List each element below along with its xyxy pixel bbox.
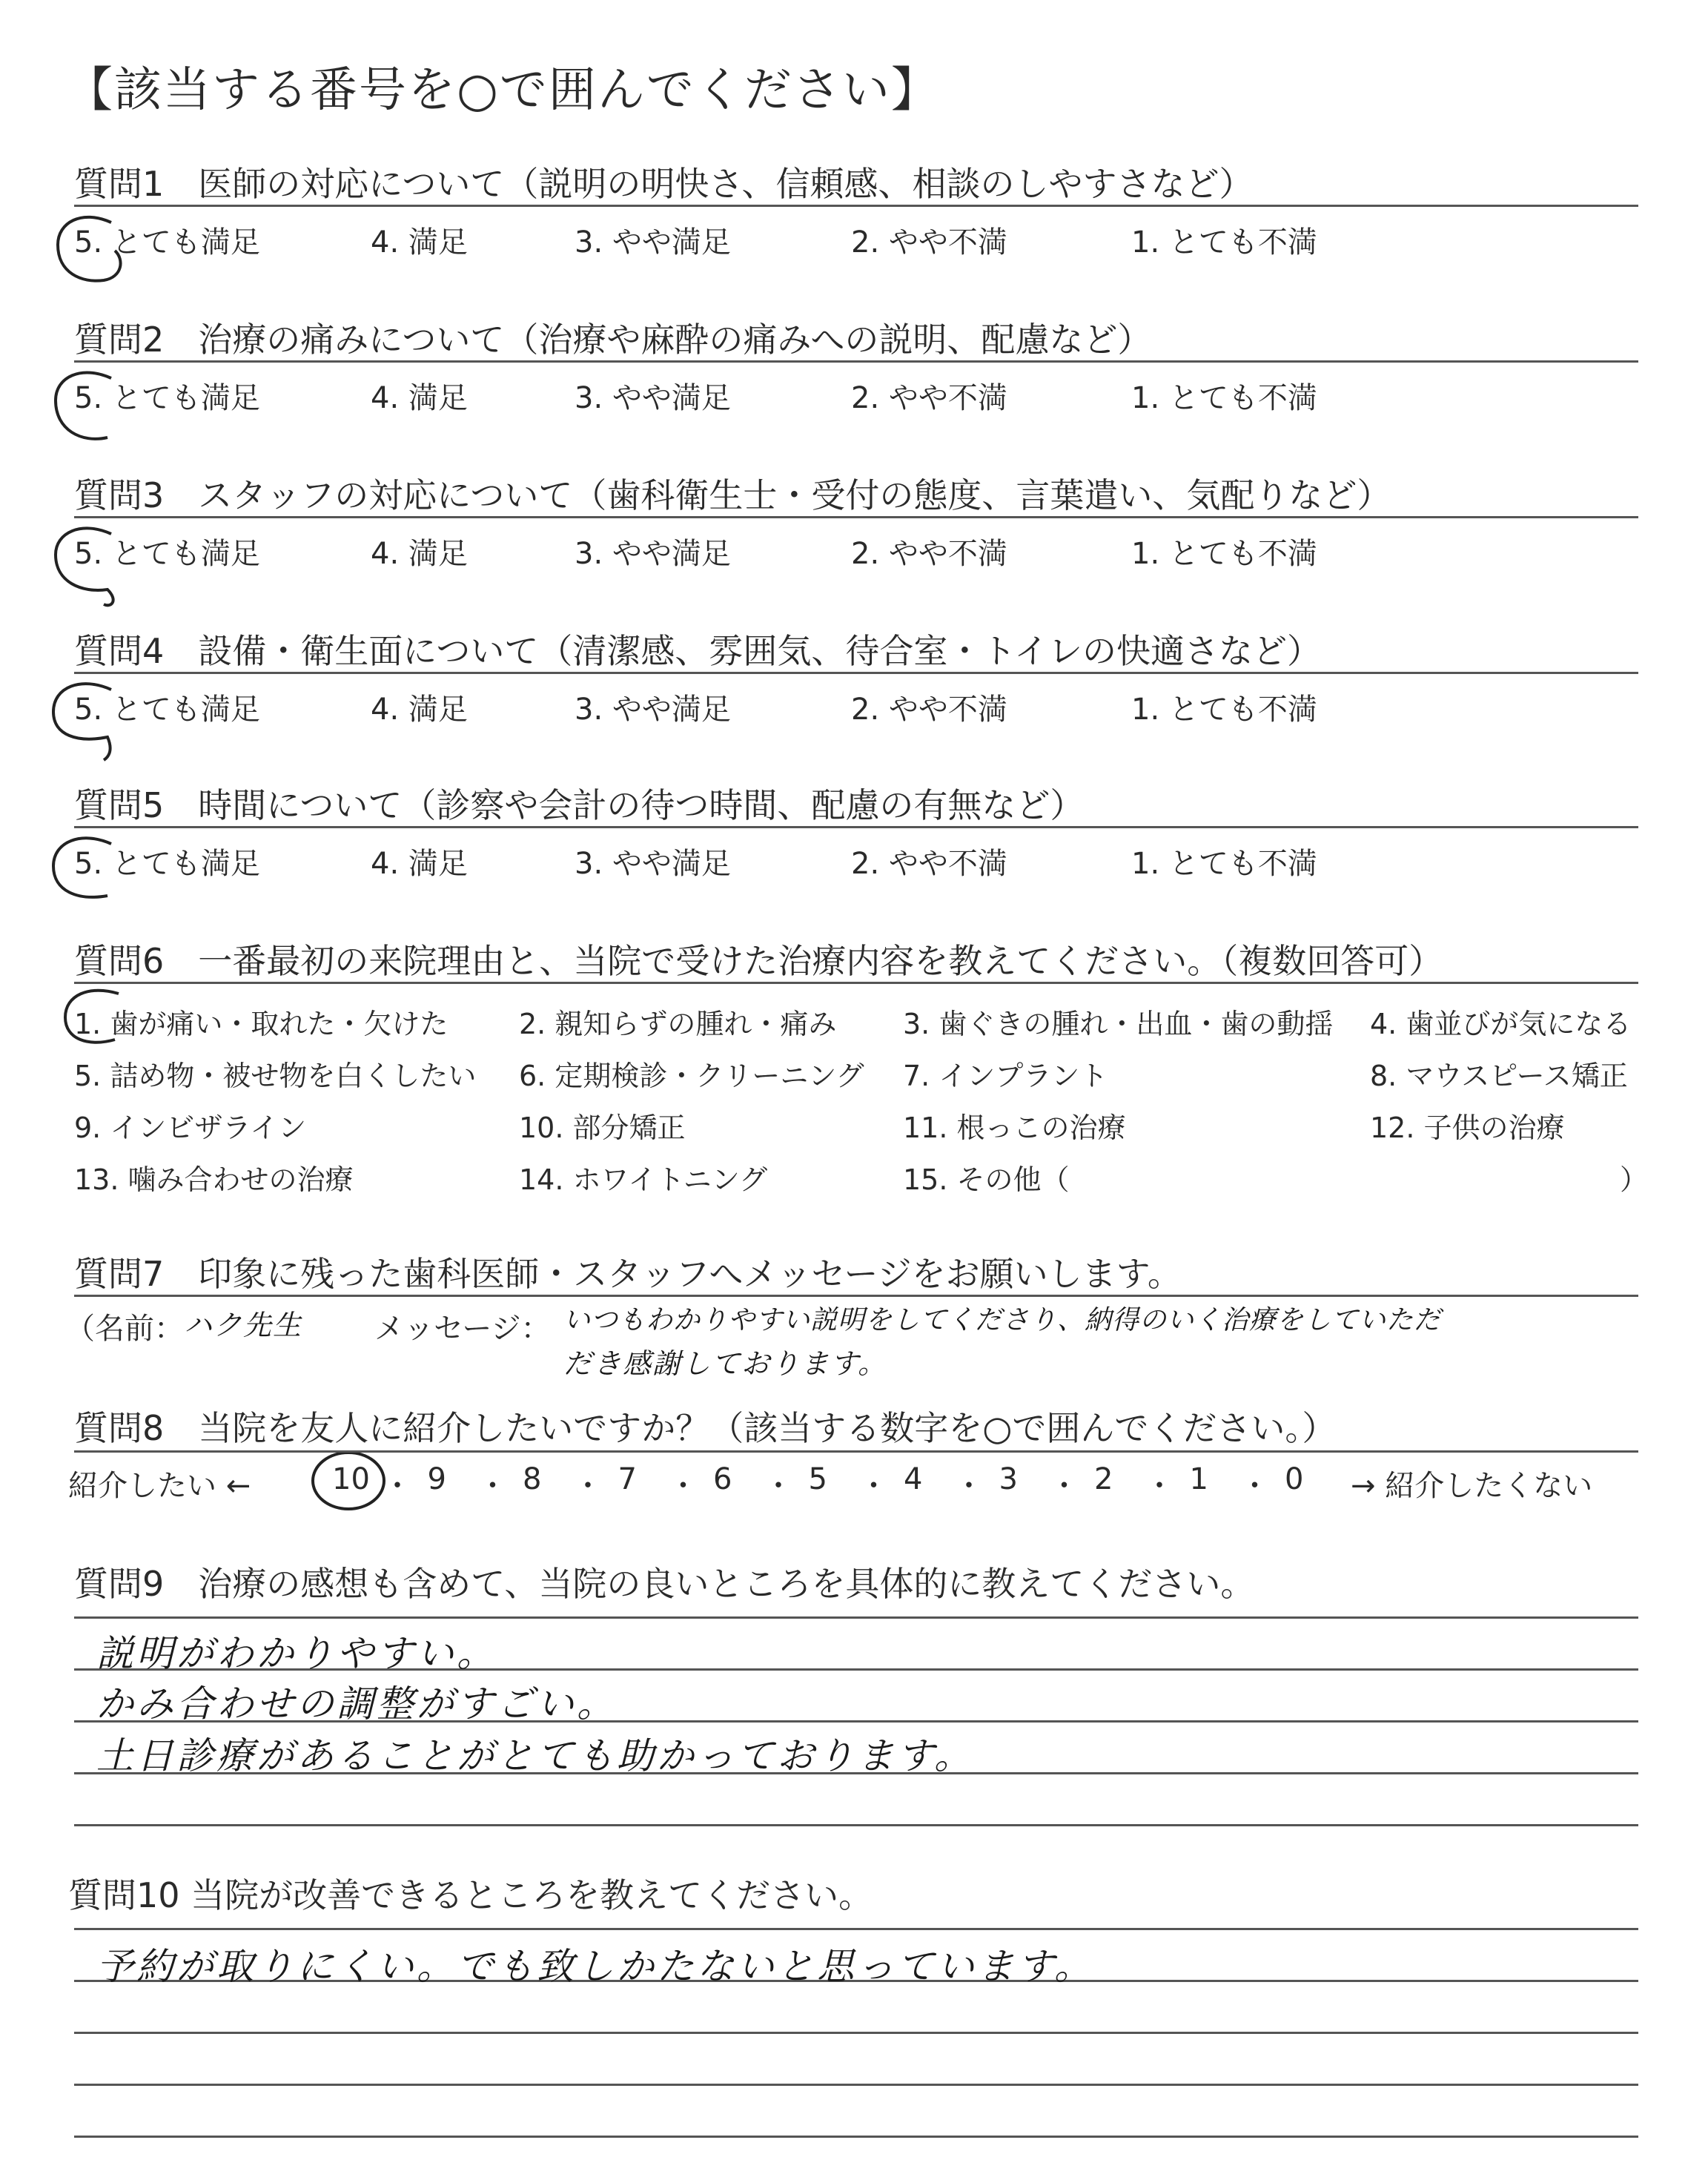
reason-option[interactable]: 7. インプラント bbox=[903, 1060, 1108, 1092]
scale-value-7[interactable]: 7 bbox=[618, 1462, 637, 1496]
option-4[interactable]: 4. 満足 bbox=[371, 537, 468, 571]
recommend-right-label: → 紹介したくない bbox=[1351, 1469, 1593, 1503]
answer-line[interactable]: 土日診療があることがとても助かっております。 bbox=[96, 1734, 974, 1777]
question-title: 質問5 時間について（診察や会計の待つ時間、配慮の有無など） bbox=[74, 785, 1085, 825]
scale-value-8[interactable]: 8 bbox=[523, 1462, 542, 1496]
option-5[interactable]: 5. とても満足 bbox=[74, 693, 260, 727]
option-1[interactable]: 1. とても不満 bbox=[1131, 847, 1317, 881]
scale-separator: ・ bbox=[1239, 1469, 1270, 1503]
option-2[interactable]: 2. やや不満 bbox=[851, 225, 1007, 260]
option-3[interactable]: 3. やや満足 bbox=[575, 847, 731, 881]
scale-value-2[interactable]: 2 bbox=[1094, 1462, 1113, 1496]
option-5[interactable]: 5. とても満足 bbox=[74, 847, 260, 881]
scale-value-4[interactable]: 4 bbox=[904, 1462, 923, 1496]
scale-value-3[interactable]: 3 bbox=[999, 1462, 1018, 1496]
reason-option[interactable]: 4. 歯並びが気になる bbox=[1370, 1008, 1632, 1040]
reason-option[interactable]: 9. インビザライン bbox=[74, 1112, 307, 1144]
message-label: メッセージ： bbox=[374, 1312, 551, 1346]
question-title: 質問4 設備・衛生面について（清潔感、雰囲気、待合室・トイレの快適さなど） bbox=[74, 631, 1322, 671]
question-title: 質問3 スタッフの対応について（歯科衛生士・受付の態度、言葉遣い、気配りなど） bbox=[74, 475, 1391, 515]
option-1[interactable]: 1. とても不満 bbox=[1131, 537, 1317, 571]
scale-value-9[interactable]: 9 bbox=[427, 1462, 446, 1496]
option-1[interactable]: 1. とても不満 bbox=[1131, 381, 1317, 415]
reason-option[interactable]: 11. 根っこの治療 bbox=[903, 1112, 1126, 1144]
answer-line[interactable]: かみ合わせの調整がすごい。 bbox=[96, 1682, 617, 1725]
option-4[interactable]: 4. 満足 bbox=[371, 381, 468, 415]
option-4[interactable]: 4. 満足 bbox=[371, 693, 468, 727]
name-label: （名前： bbox=[65, 1312, 184, 1346]
scale-value-10[interactable]: 10 bbox=[332, 1462, 370, 1496]
selection-circle-q5 bbox=[53, 838, 111, 897]
option-5[interactable]: 5. とても満足 bbox=[74, 225, 260, 260]
scale-separator: ・ bbox=[1049, 1469, 1079, 1503]
answer-line[interactable]: 説明がわかりやすい。 bbox=[96, 1632, 497, 1675]
reason-option[interactable]: 8. マウスピース矯正 bbox=[1370, 1060, 1628, 1092]
reason-option[interactable]: 5. 詰め物・被せ物を白くしたい bbox=[74, 1060, 477, 1092]
selection-circle-q3 bbox=[56, 528, 113, 605]
option-2[interactable]: 2. やや不満 bbox=[851, 537, 1007, 571]
reason-option[interactable]: 1. 歯が痛い・取れた・欠けた bbox=[74, 1008, 448, 1040]
option-4[interactable]: 4. 満足 bbox=[371, 225, 468, 260]
selection-circle-q2 bbox=[56, 372, 111, 438]
reason-option[interactable]: 13. 噛み合わせの治療 bbox=[74, 1163, 354, 1196]
reason-option[interactable]: 14. ホワイトニング bbox=[519, 1163, 768, 1196]
question-title: 質問2 治療の痛みについて（治療や麻酔の痛みへの説明、配慮など） bbox=[74, 320, 1152, 360]
scale-separator: ・ bbox=[477, 1469, 508, 1503]
option-2[interactable]: 2. やや不満 bbox=[851, 847, 1007, 881]
option-1[interactable]: 1. とても不満 bbox=[1131, 693, 1317, 727]
scale-separator: ・ bbox=[764, 1469, 793, 1503]
message-text[interactable]: いつもわかりやすい説明をしてくださり、納得のいく治療をしていただ bbox=[563, 1305, 1442, 1335]
reason-other-close: ） bbox=[1620, 1163, 1649, 1196]
message-text[interactable]: だき感謝しております。 bbox=[563, 1347, 887, 1380]
option-2[interactable]: 2. やや不満 bbox=[851, 381, 1007, 415]
scale-separator: ・ bbox=[668, 1469, 698, 1503]
option-3[interactable]: 3. やや満足 bbox=[575, 381, 731, 415]
option-4[interactable]: 4. 満足 bbox=[371, 847, 468, 881]
answer-line[interactable]: 予約が取りにくい。でも致しかたないと思っています。 bbox=[96, 1945, 1094, 1988]
option-3[interactable]: 3. やや満足 bbox=[575, 537, 731, 571]
question-title: 質問10 当院が改善できるところを教えてください。 bbox=[68, 1875, 873, 1915]
reason-option-other[interactable]: 15. その他（ bbox=[903, 1163, 1070, 1196]
question-title: 質問7 印象に残った歯科医師・スタッフへメッセージをお願いします。 bbox=[74, 1254, 1182, 1294]
option-1[interactable]: 1. とても不満 bbox=[1131, 225, 1317, 260]
scale-separator: ・ bbox=[1145, 1469, 1174, 1503]
scale-value-6[interactable]: 6 bbox=[713, 1462, 732, 1496]
option-5[interactable]: 5. とても満足 bbox=[74, 381, 260, 415]
scale-value-0[interactable]: 0 bbox=[1285, 1462, 1304, 1496]
option-3[interactable]: 3. やや満足 bbox=[575, 225, 731, 260]
reason-option[interactable]: 12. 子供の治療 bbox=[1370, 1112, 1565, 1144]
scale-separator: ・ bbox=[573, 1469, 603, 1503]
question-title: 質問8 当院を友人に紹介したいですか？（該当する数字を○で囲んでください。） bbox=[74, 1408, 1337, 1448]
option-2[interactable]: 2. やや不満 bbox=[851, 693, 1007, 727]
selection-circle-q1 bbox=[58, 217, 121, 281]
scale-value-1[interactable]: 1 bbox=[1189, 1462, 1208, 1496]
option-5[interactable]: 5. とても満足 bbox=[74, 537, 260, 571]
scale-value-5[interactable]: 5 bbox=[808, 1462, 827, 1496]
recommend-left-label: 紹介したい ← bbox=[68, 1469, 251, 1503]
scale-separator: ・ bbox=[954, 1469, 984, 1503]
name-value[interactable]: ハク先生 bbox=[184, 1309, 303, 1341]
reason-option[interactable]: 6. 定期検診・クリーニング bbox=[519, 1060, 864, 1092]
question-title: 質問9 治療の感想も含めて、当院の良いところを具体的に教えてください。 bbox=[74, 1564, 1255, 1604]
scale-separator: ・ bbox=[858, 1469, 889, 1503]
option-3[interactable]: 3. やや満足 bbox=[575, 693, 731, 727]
scale-separator: ・ bbox=[383, 1469, 412, 1503]
selection-circle-q4 bbox=[53, 684, 111, 760]
question-title: 質問1 医師の対応について（説明の明快さ、信頼感、相談のしやすさなど） bbox=[74, 164, 1254, 204]
reason-option[interactable]: 2. 親知らずの腫れ・痛み bbox=[519, 1008, 837, 1040]
page-heading: 【該当する番号を○で囲んでください】 bbox=[65, 63, 940, 118]
question-title: 質問6 一番最初の来院理由と、当院で受けた治療内容を教えてください。（複数回答可） bbox=[74, 941, 1443, 981]
reason-option[interactable]: 10. 部分矯正 bbox=[519, 1112, 686, 1144]
reason-option[interactable]: 3. 歯ぐきの腫れ・出血・歯の動揺 bbox=[903, 1008, 1334, 1040]
